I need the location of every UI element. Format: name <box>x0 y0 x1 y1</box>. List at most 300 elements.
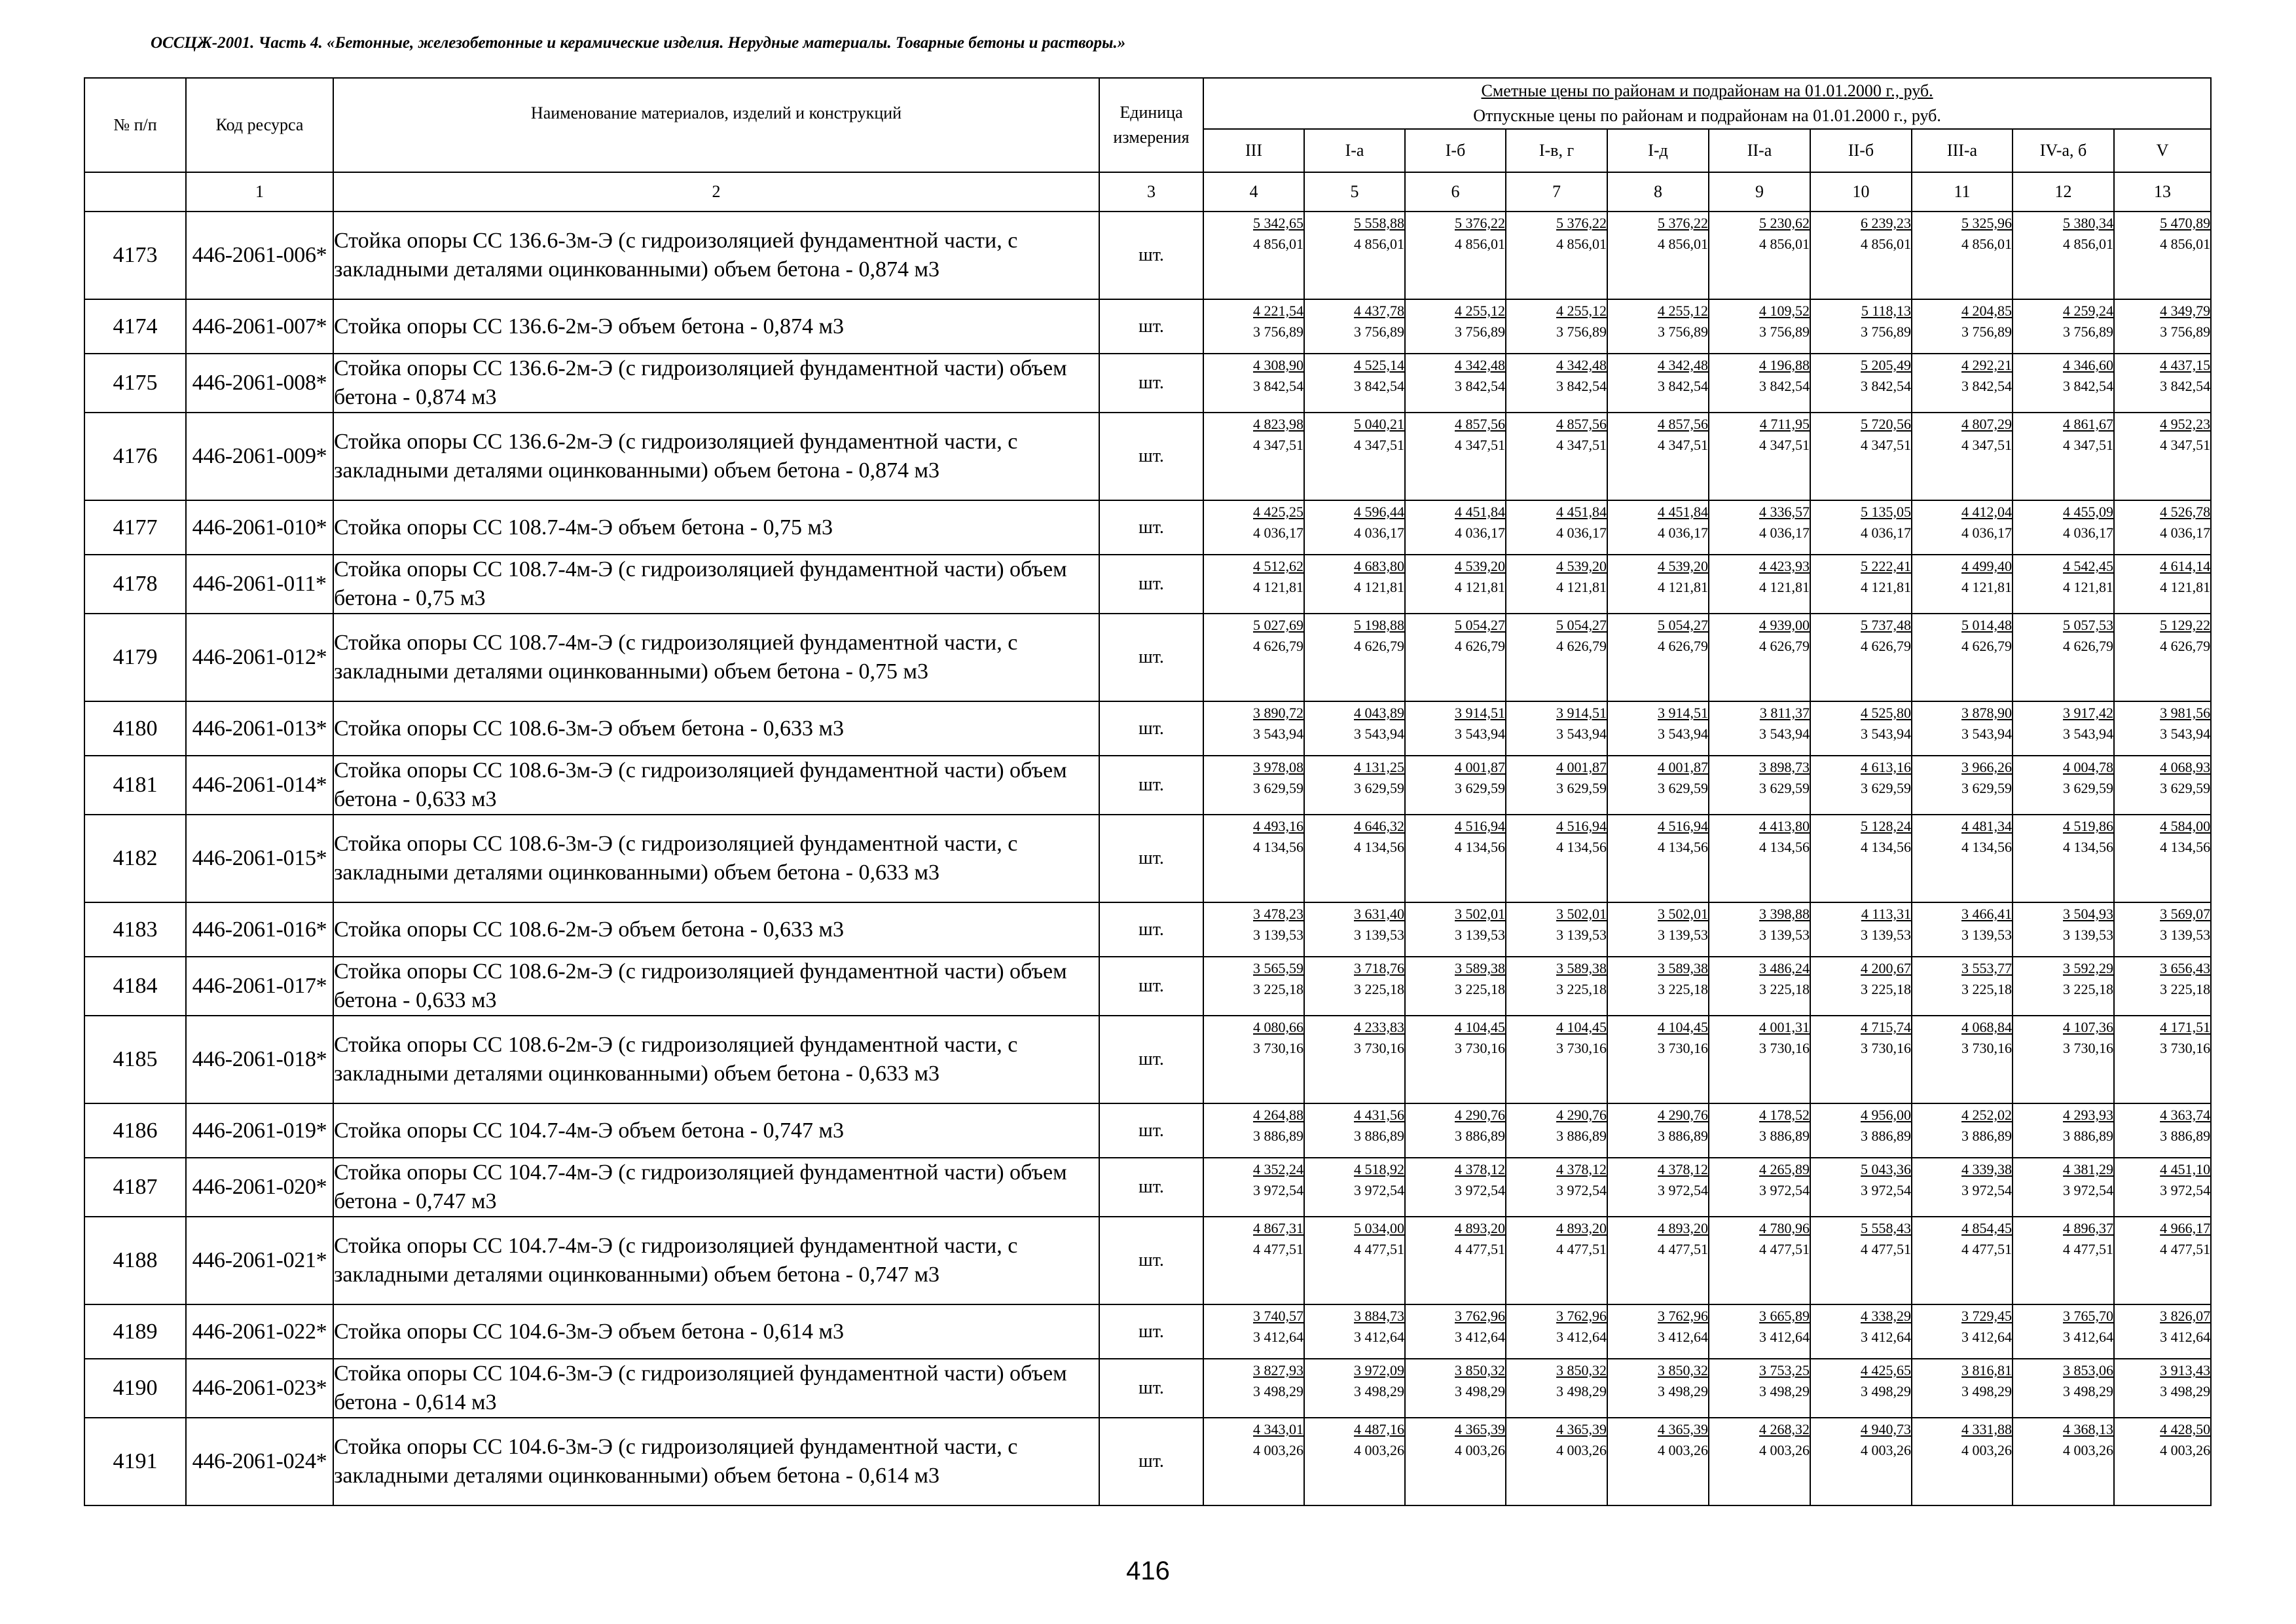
estimate-price: 3 553,77 <box>1961 960 2012 976</box>
price-cell <box>1506 614 1607 701</box>
release-price: 3 412,64 <box>1961 1329 2012 1345</box>
price-cell <box>1912 902 2013 957</box>
item-name: Стойка опоры СС 104.7-4м-Э (с гидроизоляцией фундаментной части, с закладными деталями оцинкованными) объем бетона - 0,747 м3 <box>333 1217 1099 1304</box>
price-cell <box>1506 299 1607 354</box>
price-cell <box>2114 614 2211 701</box>
item-name: Стойка опоры СС 108.6-3м-Э (с гидроизоляцией фундаментной части) объем бетона - 0,633 м3 <box>333 756 1099 815</box>
price-cell <box>1203 815 1304 902</box>
estimate-price: 5 342,65 <box>1253 215 1303 231</box>
row-number: 4190 <box>84 1359 186 1418</box>
item-name: Стойка опоры СС 136.6-2м-Э объем бетона - 0,874 м3 <box>333 299 1099 354</box>
estimate-price: 4 365,39 <box>1658 1421 1708 1437</box>
release-price: 3 139,53 <box>2063 927 2113 943</box>
price-cell <box>1304 500 1405 555</box>
price-cell <box>1709 1016 1810 1103</box>
release-price: 4 856,01 <box>1253 236 1303 252</box>
release-price: 4 036,17 <box>1961 525 2012 541</box>
item-name: Стойка опоры СС 108.6-2м-Э (с гидроизоляцией фундаментной части) объем бетона - 0,633 м3 <box>333 957 1099 1016</box>
estimate-price: 4 342,48 <box>1658 357 1708 373</box>
region-header: III-а <box>1912 129 2013 172</box>
price-cell <box>1810 1217 1912 1304</box>
release-price: 3 225,18 <box>1253 981 1303 997</box>
estimate-price: 4 204,85 <box>1961 303 2012 319</box>
resource-code: 446-2061-018* <box>186 1016 333 1103</box>
release-price: 4 036,17 <box>1861 525 1911 541</box>
release-price: 3 972,54 <box>1455 1182 1505 1198</box>
release-price: 4 036,17 <box>1759 525 1810 541</box>
price-cell <box>1709 1158 1810 1217</box>
estimate-price: 4 001,87 <box>1455 759 1505 775</box>
price-cell <box>2013 299 2114 354</box>
release-price: 4 134,56 <box>1759 839 1810 855</box>
header-prices-estimate: Сметные цены по районам и подрайонам на 01.01.2000 г., руб. <box>1481 81 1933 100</box>
estimate-price: 4 004,78 <box>2063 759 2113 775</box>
column-number: 6 <box>1405 172 1506 212</box>
release-price: 3 498,29 <box>1861 1383 1911 1399</box>
resource-code: 446-2061-015* <box>186 815 333 902</box>
price-cell <box>1304 1103 1405 1158</box>
estimate-price: 3 502,01 <box>1556 906 1607 922</box>
header-code: Код ресурса <box>186 78 333 172</box>
resource-code: 446-2061-006* <box>186 212 333 299</box>
release-price: 4 347,51 <box>1961 437 2012 453</box>
price-cell <box>1506 1359 1607 1418</box>
estimate-price: 4 293,93 <box>2063 1107 2113 1123</box>
release-price: 3 498,29 <box>1455 1383 1505 1399</box>
estimate-price: 4 196,88 <box>1759 357 1810 373</box>
estimate-price: 4 290,76 <box>1556 1107 1607 1123</box>
price-cell <box>1607 1016 1709 1103</box>
estimate-price: 4 437,15 <box>2160 357 2211 373</box>
estimate-price: 3 853,06 <box>2063 1362 2113 1378</box>
release-price: 4 856,01 <box>1354 236 1404 252</box>
release-price: 3 730,16 <box>1658 1040 1708 1056</box>
row-number: 4189 <box>84 1304 186 1359</box>
estimate-price: 4 425,65 <box>1861 1362 1911 1378</box>
price-cell <box>1304 413 1405 500</box>
price-cell <box>1810 413 1912 500</box>
estimate-price: 4 525,80 <box>1861 705 1911 721</box>
price-cell <box>1709 614 1810 701</box>
estimate-price: 3 502,01 <box>1455 906 1505 922</box>
price-cell <box>1506 500 1607 555</box>
estimate-price: 3 592,29 <box>2063 960 2113 976</box>
price-cell <box>1810 701 1912 756</box>
estimate-price: 5 014,48 <box>1961 617 2012 633</box>
release-price: 4 626,79 <box>2160 638 2211 654</box>
unit-cell: шт. <box>1099 354 1203 413</box>
price-cell <box>1709 815 1810 902</box>
release-price: 3 543,94 <box>1253 726 1303 742</box>
page-number: 416 <box>1126 1557 1170 1585</box>
item-name: Стойка опоры СС 108.7-4м-Э объем бетона - 0,75 м3 <box>333 500 1099 555</box>
column-number: 11 <box>1912 172 2013 212</box>
release-price: 3 543,94 <box>1556 726 1607 742</box>
price-cell <box>1405 212 1506 299</box>
price-cell <box>1405 1217 1506 1304</box>
price-cell <box>1405 614 1506 701</box>
estimate-price: 5 198,88 <box>1354 617 1404 633</box>
price-cell <box>1912 756 2013 815</box>
table-row <box>84 902 2211 957</box>
price-cell <box>1912 500 2013 555</box>
price-cell <box>1810 1359 1912 1418</box>
estimate-price: 3 718,76 <box>1354 960 1404 976</box>
table-row <box>84 957 2211 1016</box>
price-cell <box>2013 902 2114 957</box>
row-number: 4175 <box>84 354 186 413</box>
release-price: 3 498,29 <box>1354 1383 1404 1399</box>
release-price: 3 756,89 <box>2160 323 2211 340</box>
estimate-price: 4 854,45 <box>1961 1220 2012 1236</box>
row-number: 4179 <box>84 614 186 701</box>
release-price: 3 886,89 <box>2063 1128 2113 1144</box>
estimate-price: 5 222,41 <box>1861 558 1911 574</box>
estimate-price: 3 589,38 <box>1455 960 1505 976</box>
release-price: 3 756,89 <box>1455 323 1505 340</box>
estimate-price: 3 972,09 <box>1354 1362 1404 1378</box>
price-cell <box>1912 1016 2013 1103</box>
release-price: 3 730,16 <box>1759 1040 1810 1056</box>
price-cell <box>1203 1304 1304 1359</box>
release-price: 4 036,17 <box>1658 525 1708 541</box>
price-cell <box>1912 555 2013 614</box>
item-name: Стойка опоры СС 108.6-2м-Э (с гидроизоляцией фундаментной части, с закладными деталями оцинкованными) объем бетона - 0,633 м3 <box>333 1016 1099 1103</box>
release-price: 4 856,01 <box>1658 236 1708 252</box>
price-cell <box>1203 902 1304 957</box>
price-cell <box>2114 1418 2211 1505</box>
estimate-price: 3 762,96 <box>1556 1308 1607 1324</box>
price-cell <box>1304 299 1405 354</box>
price-cell <box>1203 1016 1304 1103</box>
release-price: 4 003,26 <box>1455 1442 1505 1458</box>
item-name: Стойка опоры СС 104.6-3м-Э (с гидроизоляцией фундаментной части) объем бетона - 0,614 м3 <box>333 1359 1099 1418</box>
release-price: 3 498,29 <box>2063 1383 2113 1399</box>
price-cell <box>2013 1359 2114 1418</box>
price-cell <box>1203 212 1304 299</box>
price-cell <box>1506 413 1607 500</box>
price-cell <box>1304 902 1405 957</box>
price-cell <box>2013 354 2114 413</box>
resource-code: 446-2061-020* <box>186 1158 333 1217</box>
column-number: 4 <box>1203 172 1304 212</box>
price-cell <box>1304 815 1405 902</box>
price-cell <box>1912 614 2013 701</box>
price-cell <box>1709 1359 1810 1418</box>
price-cell <box>2013 1103 2114 1158</box>
release-price: 4 003,26 <box>1556 1442 1607 1458</box>
column-number-row <box>84 172 2211 212</box>
price-cell <box>2013 1418 2114 1505</box>
table-body <box>84 212 2211 1505</box>
release-price: 4 134,56 <box>1556 839 1607 855</box>
estimate-price: 3 589,38 <box>1658 960 1708 976</box>
price-cell <box>1810 1418 1912 1505</box>
release-price: 3 225,18 <box>1556 981 1607 997</box>
release-price: 3 886,89 <box>1961 1128 2012 1144</box>
release-price: 4 477,51 <box>1658 1241 1708 1257</box>
estimate-price: 4 290,76 <box>1455 1107 1505 1123</box>
release-price: 3 756,89 <box>1556 323 1607 340</box>
release-price: 3 629,59 <box>1658 780 1708 796</box>
price-cell <box>2114 701 2211 756</box>
item-name: Стойка опоры СС 108.6-3м-Э объем бетона - 0,633 м3 <box>333 701 1099 756</box>
item-name: Стойка опоры СС 136.6-2м-Э (с гидроизоляцией фундаментной части, с закладными деталями оцинкованными) объем бетона - 0,874 м3 <box>333 413 1099 500</box>
row-number: 4185 <box>84 1016 186 1103</box>
release-price: 3 543,94 <box>1354 726 1404 742</box>
price-cell <box>1304 1418 1405 1505</box>
estimate-price: 4 290,76 <box>1658 1107 1708 1123</box>
header-unit: Единица измерения <box>1099 78 1203 172</box>
estimate-price: 4 412,04 <box>1961 504 2012 520</box>
header-no: № п/п <box>84 78 186 172</box>
estimate-price: 5 129,22 <box>2160 617 2211 633</box>
region-header: I-в, г <box>1506 129 1607 172</box>
estimate-price: 3 898,73 <box>1759 759 1810 775</box>
unit-cell: шт. <box>1099 1418 1203 1505</box>
price-cell <box>1203 1418 1304 1505</box>
release-price: 3 886,89 <box>1253 1128 1303 1144</box>
release-price: 3 972,54 <box>1658 1182 1708 1198</box>
estimate-price: 4 451,84 <box>1455 504 1505 520</box>
release-price: 3 412,64 <box>1759 1329 1810 1345</box>
price-cell <box>2013 815 2114 902</box>
price-cell <box>1607 299 1709 354</box>
release-price: 4 347,51 <box>1253 437 1303 453</box>
region-header: III <box>1203 129 1304 172</box>
estimate-price: 4 365,39 <box>1556 1421 1607 1437</box>
unit-cell: шт. <box>1099 701 1203 756</box>
row-number: 4173 <box>84 212 186 299</box>
row-number: 4177 <box>84 500 186 555</box>
unit-cell: шт. <box>1099 299 1203 354</box>
estimate-price: 5 376,22 <box>1658 215 1708 231</box>
release-price: 3 629,59 <box>1861 780 1911 796</box>
price-cell <box>1607 500 1709 555</box>
release-price: 3 629,59 <box>1354 780 1404 796</box>
row-number: 4178 <box>84 555 186 614</box>
release-price: 3 842,54 <box>1455 378 1505 394</box>
price-cell <box>1203 555 1304 614</box>
release-price: 4 626,79 <box>1556 638 1607 654</box>
document-header-title: ОССЦЖ-2001. Часть 4. «Бетонные, железобетонные и керамические изделия. Нерудные материалы. Товарные бетоны и растворы.» <box>151 34 1126 52</box>
release-price: 3 886,89 <box>1556 1128 1607 1144</box>
price-cell <box>1304 957 1405 1016</box>
price-cell <box>2114 902 2211 957</box>
price-cell <box>1709 1217 1810 1304</box>
release-price: 4 036,17 <box>1354 525 1404 541</box>
release-price: 3 886,89 <box>2160 1128 2211 1144</box>
estimate-price: 3 762,96 <box>1658 1308 1708 1324</box>
release-price: 4 347,51 <box>1556 437 1607 453</box>
price-cell <box>1405 413 1506 500</box>
estimate-price: 4 339,38 <box>1961 1161 2012 1177</box>
release-price: 4 003,26 <box>1253 1442 1303 1458</box>
price-cell <box>1810 756 1912 815</box>
release-price: 4 477,51 <box>1354 1241 1404 1257</box>
price-cell <box>2114 1304 2211 1359</box>
estimate-price: 3 827,93 <box>1253 1362 1303 1378</box>
release-price: 3 139,53 <box>1556 927 1607 943</box>
estimate-price: 5 380,34 <box>2063 215 2113 231</box>
release-price: 4 626,79 <box>1354 638 1404 654</box>
estimate-price: 4 338,29 <box>1861 1308 1911 1324</box>
release-price: 3 225,18 <box>2063 981 2113 997</box>
estimate-price: 4 381,29 <box>2063 1161 2113 1177</box>
price-cell <box>1810 902 1912 957</box>
release-price: 3 730,16 <box>1354 1040 1404 1056</box>
estimate-price: 4 255,12 <box>1556 303 1607 319</box>
release-price: 3 730,16 <box>1556 1040 1607 1056</box>
estimate-price: 4 939,00 <box>1759 617 1810 633</box>
price-cell <box>1810 555 1912 614</box>
price-cell <box>1506 1016 1607 1103</box>
price-cell <box>1405 555 1506 614</box>
release-price: 4 121,81 <box>1455 579 1505 595</box>
release-price: 4 134,56 <box>1861 839 1911 855</box>
estimate-price: 4 861,67 <box>2063 416 2113 432</box>
release-price: 3 886,89 <box>1861 1128 1911 1144</box>
price-cell <box>1405 701 1506 756</box>
estimate-price: 4 255,12 <box>1658 303 1708 319</box>
release-price: 4 121,81 <box>1961 579 2012 595</box>
estimate-price: 4 363,74 <box>2160 1107 2211 1123</box>
estimate-price: 4 336,57 <box>1759 504 1810 520</box>
estimate-price: 3 502,01 <box>1658 906 1708 922</box>
row-number: 4188 <box>84 1217 186 1304</box>
release-price: 4 134,56 <box>1455 839 1505 855</box>
estimate-price: 3 884,73 <box>1354 1308 1404 1324</box>
estimate-price: 3 981,56 <box>2160 705 2211 721</box>
release-price: 3 842,54 <box>2160 378 2211 394</box>
row-number: 4187 <box>84 1158 186 1217</box>
release-price: 4 134,56 <box>1961 839 2012 855</box>
release-price: 3 886,89 <box>1455 1128 1505 1144</box>
table-header <box>84 78 2211 212</box>
estimate-price: 4 711,95 <box>1759 416 1810 432</box>
release-price: 4 856,01 <box>1556 236 1607 252</box>
price-cell <box>1304 701 1405 756</box>
price-cell <box>1203 299 1304 354</box>
row-number: 4174 <box>84 299 186 354</box>
price-cell <box>1912 212 2013 299</box>
price-cell <box>1912 413 2013 500</box>
estimate-price: 3 504,93 <box>2063 906 2113 922</box>
release-price: 3 543,94 <box>2160 726 2211 742</box>
release-price: 3 225,18 <box>1961 981 2012 997</box>
price-cell <box>1912 815 2013 902</box>
release-price: 4 036,17 <box>2063 525 2113 541</box>
estimate-price: 3 478,23 <box>1253 906 1303 922</box>
table-row <box>84 555 2211 614</box>
region-header: I-д <box>1607 129 1709 172</box>
price-cell <box>1405 902 1506 957</box>
release-price: 3 412,64 <box>2160 1329 2211 1345</box>
estimate-price: 4 001,87 <box>1556 759 1607 775</box>
estimate-price: 4 343,01 <box>1253 1421 1303 1437</box>
item-name: Стойка опоры СС 108.6-2м-Э объем бетона - 0,633 м3 <box>333 902 1099 957</box>
price-cell <box>1709 1304 1810 1359</box>
price-cell <box>1304 354 1405 413</box>
price-cell <box>2013 212 2114 299</box>
price-cell <box>1506 902 1607 957</box>
release-price: 3 972,54 <box>1556 1182 1607 1198</box>
release-price: 3 139,53 <box>1253 927 1303 943</box>
price-cell <box>1709 299 1810 354</box>
price-cell <box>1203 1158 1304 1217</box>
estimate-price: 5 054,27 <box>1658 617 1708 633</box>
release-price: 4 121,81 <box>1253 579 1303 595</box>
estimate-price: 4 940,73 <box>1861 1421 1911 1437</box>
release-price: 3 629,59 <box>2160 780 2211 796</box>
column-number: 7 <box>1506 172 1607 212</box>
price-cell <box>1203 614 1304 701</box>
price-cell <box>1709 1103 1810 1158</box>
table-row <box>84 299 2211 354</box>
table-row <box>84 1359 2211 1418</box>
unit-cell: шт. <box>1099 1158 1203 1217</box>
release-price: 4 003,26 <box>1961 1442 2012 1458</box>
release-price: 4 626,79 <box>1658 638 1708 654</box>
price-cell <box>1709 756 1810 815</box>
price-cell <box>1203 701 1304 756</box>
item-name: Стойка опоры СС 108.7-4м-Э (с гидроизоляцией фундаментной части, с закладными деталями оцинкованными) объем бетона - 0,75 м3 <box>333 614 1099 701</box>
estimate-price: 5 558,43 <box>1861 1220 1911 1236</box>
resource-code: 446-2061-010* <box>186 500 333 555</box>
resource-code: 446-2061-021* <box>186 1217 333 1304</box>
region-header: I-б <box>1405 129 1506 172</box>
estimate-price: 5 558,88 <box>1354 215 1404 231</box>
price-cell <box>1506 815 1607 902</box>
release-price: 4 134,56 <box>1658 839 1708 855</box>
price-cell <box>1607 212 1709 299</box>
release-price: 4 626,79 <box>2063 638 2113 654</box>
release-price: 4 347,51 <box>1861 437 1911 453</box>
release-price: 3 412,64 <box>2063 1329 2113 1345</box>
resource-code: 446-2061-016* <box>186 902 333 957</box>
estimate-price: 5 720,56 <box>1861 416 1911 432</box>
item-name: Стойка опоры СС 104.6-3м-Э (с гидроизоляцией фундаментной части, с закладными деталями оцинкованными) объем бетона - 0,614 м3 <box>333 1418 1099 1505</box>
price-cell <box>1405 299 1506 354</box>
price-cell <box>1709 413 1810 500</box>
table-row <box>84 1158 2211 1217</box>
estimate-price: 3 565,59 <box>1253 960 1303 976</box>
price-cell <box>1607 1359 1709 1418</box>
column-number: 1 <box>186 172 333 212</box>
release-price: 3 842,54 <box>1759 378 1810 394</box>
price-cell <box>1506 354 1607 413</box>
release-price: 3 972,54 <box>2063 1182 2113 1198</box>
estimate-price: 4 113,31 <box>1861 906 1911 922</box>
price-cell <box>1607 354 1709 413</box>
release-price: 4 134,56 <box>2160 839 2211 855</box>
release-price: 3 756,89 <box>2063 323 2113 340</box>
price-cell <box>1506 1103 1607 1158</box>
estimate-price: 4 857,56 <box>1556 416 1607 432</box>
estimate-price: 3 850,32 <box>1455 1362 1505 1378</box>
release-price: 4 134,56 <box>1354 839 1404 855</box>
estimate-price: 4 715,74 <box>1861 1019 1911 1035</box>
estimate-price: 4 265,89 <box>1759 1161 1810 1177</box>
estimate-price: 3 914,51 <box>1658 705 1708 721</box>
resource-code: 446-2061-008* <box>186 354 333 413</box>
price-cell <box>1810 614 1912 701</box>
price-cell <box>1912 299 2013 354</box>
column-number: 13 <box>2114 172 2211 212</box>
release-price: 3 139,53 <box>1861 927 1911 943</box>
estimate-price: 4 613,16 <box>1861 759 1911 775</box>
price-cell <box>1304 1158 1405 1217</box>
